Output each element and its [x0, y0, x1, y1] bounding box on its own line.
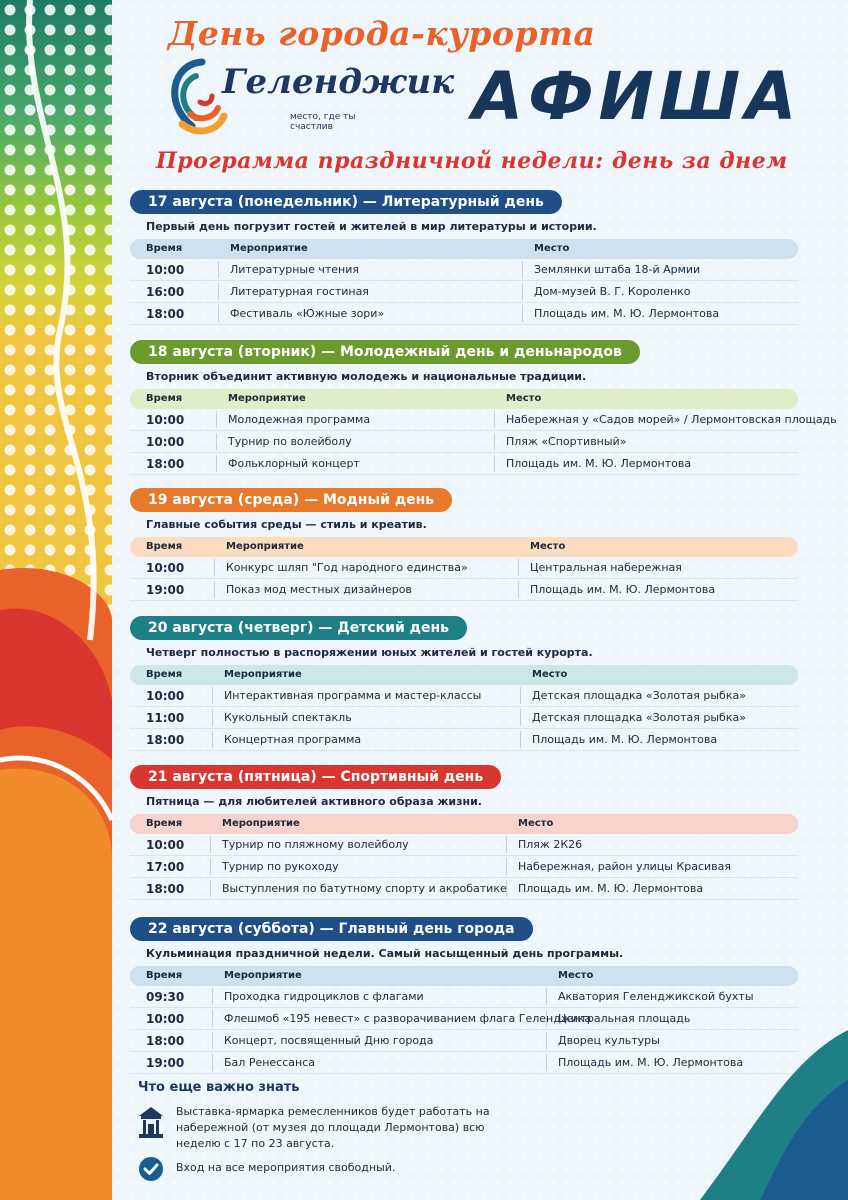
cell-divider [520, 731, 521, 748]
table-header [130, 966, 798, 986]
program-subtitle: Программа праздничной недели: день за днем [156, 148, 788, 174]
logo-wordmark: Геленджик [222, 62, 455, 102]
cell-event: Литературная гостиная [230, 285, 369, 298]
cell-place: Дом-музей В. Г. Короленко [534, 285, 691, 298]
cell-time: 11:00 [146, 711, 185, 725]
day-title: 17 августа (понедельник) — Литературный день [130, 190, 562, 214]
table-row [130, 303, 798, 325]
day-description: Главные события среды — стиль и креатив. [146, 518, 427, 531]
cell-divider [518, 559, 519, 576]
cell-divider [216, 411, 217, 428]
column-place: Место [506, 393, 542, 404]
cell-divider [546, 1054, 547, 1071]
cell-event: Проходка гидроциклов с флагами [224, 990, 424, 1003]
table-row [130, 431, 798, 453]
day-title: 21 августа (пятница) — Спортивный день [130, 765, 501, 789]
logo-tagline: место, где ты счастлив [290, 112, 356, 132]
table-header [130, 665, 798, 685]
cell-divider [212, 1032, 213, 1049]
cell-place: Площадь им. М. Ю. Лермонтова [518, 882, 704, 895]
cell-event: Молодежная программа [228, 413, 371, 426]
cell-divider [546, 1010, 547, 1027]
table-row [130, 409, 837, 431]
column-event: Мероприятие [224, 669, 302, 680]
column-time: Время [146, 669, 183, 680]
cell-time: 18:00 [146, 307, 185, 321]
column-event: Мероприятие [224, 970, 302, 981]
table-row [130, 878, 798, 900]
cell-divider [494, 411, 495, 428]
cell-divider [518, 581, 519, 598]
day-block [130, 765, 798, 900]
day-block [130, 917, 798, 1074]
cell-divider [522, 305, 523, 322]
day-block [130, 488, 798, 601]
cell-event: Концерт, посвященный Дню города [224, 1034, 434, 1047]
table-row [130, 834, 798, 856]
cell-time: 10:00 [146, 1012, 185, 1026]
column-place: Место [558, 970, 594, 981]
column-time: Время [146, 970, 183, 981]
cell-divider [218, 305, 219, 322]
cell-event: Турнир по рукоходу [222, 860, 339, 873]
day-title: 18 августа (вторник) — Молодежный день и деньнародов [130, 340, 640, 364]
cell-place: Площадь им. М. Ю. Лермонтова [534, 307, 720, 320]
poster-content [120, 0, 837, 1200]
column-place: Место [518, 818, 554, 829]
cell-event: Конкурс шляп "Год народного единства» [226, 561, 468, 574]
table-row [130, 986, 798, 1008]
cell-event: Флешмоб «195 невест» с разворачиванием флага Геленджика [224, 1012, 592, 1025]
table-header [130, 389, 798, 409]
cell-time: 18:00 [146, 882, 185, 896]
cell-place: Набережная у «Садов морей» / Лермонтовская площадь [506, 413, 837, 426]
column-time: Время [146, 393, 183, 404]
column-time: Время [146, 818, 183, 829]
cell-divider [210, 836, 211, 853]
cell-divider [506, 880, 507, 897]
cell-event: Литературные чтения [230, 263, 359, 276]
cell-divider [546, 1032, 547, 1049]
table-row [130, 685, 798, 707]
cell-divider [218, 283, 219, 300]
day-block [130, 340, 837, 475]
cell-event: Турнир по пляжному волейболу [222, 838, 409, 851]
cell-time: 19:00 [146, 583, 185, 597]
day-title: 19 августа (среда) — Модный день [130, 488, 452, 512]
cell-divider [214, 581, 215, 598]
cell-time: 19:00 [146, 1056, 185, 1070]
cell-time: 16:00 [146, 285, 185, 299]
column-place: Место [530, 541, 566, 552]
cell-divider [210, 880, 211, 897]
gelendzhik-logo [162, 54, 455, 146]
cell-event: Выступления по батутному спорту и акробатике [222, 882, 507, 895]
table-row [130, 281, 798, 303]
table-row [130, 1008, 798, 1030]
cell-time: 17:00 [146, 860, 185, 874]
table-header [130, 537, 798, 557]
cell-event: Фольклорный концерт [228, 457, 360, 470]
cell-divider [522, 261, 523, 278]
table-row [130, 579, 798, 601]
day-block [130, 190, 798, 325]
table-row [130, 1030, 798, 1052]
column-event: Мероприятие [228, 393, 306, 404]
cell-divider [520, 709, 521, 726]
column-event: Мероприятие [226, 541, 304, 552]
cell-place: Пляж «Спортивный» [506, 435, 627, 448]
cell-divider [212, 988, 213, 1005]
cell-event: Турнир по волейболу [228, 435, 352, 448]
cell-divider [216, 455, 217, 472]
column-time: Время [146, 541, 183, 552]
cell-divider [212, 709, 213, 726]
cell-time: 10:00 [146, 413, 185, 427]
cell-time: 09:30 [146, 990, 185, 1004]
cell-event: Фестиваль «Южные зори» [230, 307, 385, 320]
day-title: 20 августа (четверг) — Детский день [130, 616, 467, 640]
cell-place: Акватория Геленджикской бухты [558, 990, 754, 1003]
day-description: Кульминация праздничной недели. Самый насыщенный день программы. [146, 947, 624, 960]
cell-time: 10:00 [146, 263, 185, 277]
cell-divider [546, 988, 547, 1005]
table-row [130, 707, 798, 729]
day-block [130, 616, 798, 751]
cell-event: Бал Ренессанса [224, 1056, 315, 1069]
cell-divider [212, 1054, 213, 1071]
cell-time: 10:00 [146, 435, 185, 449]
cell-place: Площадь им. М. Ю. Лермонтова [558, 1056, 744, 1069]
table-row [130, 259, 798, 281]
top-title: День города-курорта [168, 14, 596, 53]
cell-place: Площадь им. М. Ю. Лермонтова [530, 583, 716, 596]
cell-divider [506, 836, 507, 853]
day-description: Первый день погрузит гостей и жителей в мир литературы и истории. [146, 220, 597, 233]
cell-place: Детская площадка «Золотая рыбка» [532, 689, 746, 702]
day-title: 22 августа (суббота) — Главный день города [130, 917, 533, 941]
table-row [130, 729, 798, 751]
table-row [130, 1052, 798, 1074]
cell-place: Площадь им. М. Ю. Лермонтова [506, 457, 692, 470]
cell-time: 10:00 [146, 689, 185, 703]
cell-place: Набережная, район улицы Красивая [518, 860, 731, 873]
cell-divider [212, 687, 213, 704]
column-time: Время [146, 243, 183, 254]
day-description: Четверг полностью в распоряжении юных жителей и гостей курорта. [146, 646, 593, 659]
cell-divider [210, 858, 211, 875]
table-row [130, 856, 798, 878]
afisha-title: АФИША [472, 58, 802, 135]
cell-time: 10:00 [146, 561, 185, 575]
cell-place: Центральная набережная [530, 561, 682, 574]
cell-divider [212, 731, 213, 748]
cell-divider [506, 858, 507, 875]
cell-event: Показ мод местных дизайнеров [226, 583, 412, 596]
fair-info: Выставка-ярмарка ремесленников будет работать на набережной (от музея до площади Лермонтова) всю неделю с 17 по 23 августа. [176, 1105, 490, 1150]
cell-place: Землянки штаба 18-й Армии [534, 263, 701, 276]
cell-divider [520, 687, 521, 704]
cell-divider [214, 559, 215, 576]
column-place: Место [534, 243, 570, 254]
table-header [130, 239, 798, 259]
cell-time: 10:00 [146, 838, 185, 852]
cell-place: Пляж 2К26 [518, 838, 583, 851]
table-row [130, 557, 798, 579]
check-circle-icon [138, 1156, 164, 1182]
table-header [130, 814, 798, 834]
free-entry-info: Вход на все мероприятия свободный. [176, 1161, 396, 1174]
column-event: Мероприятие [222, 818, 300, 829]
cell-time: 18:00 [146, 1034, 185, 1048]
cell-divider [494, 433, 495, 450]
day-description: Пятница — для любителей активного образа жизни. [146, 795, 482, 808]
cell-divider [216, 433, 217, 450]
table-row [130, 453, 798, 475]
pavilion-icon [136, 1104, 166, 1140]
cell-place: Детская площадка «Золотая рыбка» [532, 711, 746, 724]
cell-divider [218, 261, 219, 278]
cell-event: Кукольный спектакль [224, 711, 352, 724]
cell-divider [522, 283, 523, 300]
cell-event: Концертная программа [224, 733, 362, 746]
cell-divider [494, 455, 495, 472]
cell-event: Интерактивная программа и мастер-классы [224, 689, 482, 702]
cell-time: 18:00 [146, 733, 185, 747]
column-event: Мероприятие [230, 243, 308, 254]
cell-divider [212, 1010, 213, 1027]
info-title: Что еще важно знать [138, 1080, 300, 1095]
column-place: Место [532, 669, 568, 680]
cell-place: Центральная площадь [558, 1012, 691, 1025]
cell-place: Площадь им. М. Ю. Лермонтова [532, 733, 718, 746]
day-description: Вторник объединит активную молодежь и национальные традиции. [146, 370, 587, 383]
cell-place: Дворец культуры [558, 1034, 660, 1047]
cell-time: 18:00 [146, 457, 185, 471]
